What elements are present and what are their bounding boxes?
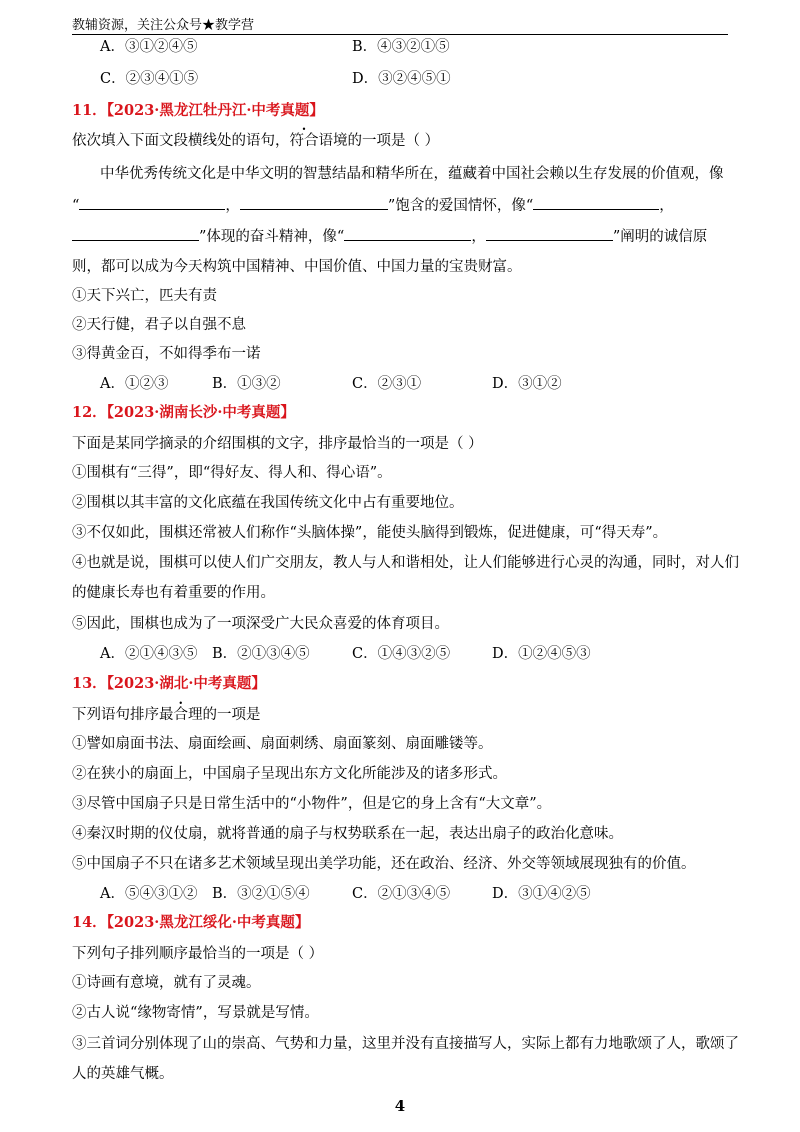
- q11-quote-open: “: [72, 198, 80, 214]
- q11-passage-text: ”体现的奋斗精神，像“: [199, 229, 345, 245]
- q11-passage-text: ”饱含的爱国情怀，像“: [387, 198, 534, 214]
- q13-heading: [72, 674, 266, 694]
- q11-item-3: ③得黄金百，不如得季布一诺: [72, 346, 261, 362]
- q13-option-c: C．②①③④⑤: [352, 886, 451, 902]
- q11-comma: ，: [225, 198, 240, 214]
- q11-blank-6: [486, 226, 613, 241]
- q13-sentence-3: ③尽管中国扇子只是日常生活中的“小物件”，但是它的身上含有“大文章”。: [72, 796, 552, 812]
- q13-sentence-4: ④秦汉时期的仪仗扇，就将普通的扇子与权势联系在一起，表达出扇子的政治化意味。: [72, 826, 623, 842]
- q10-option-d: D．③②④⑤①: [352, 71, 451, 87]
- q11-stem: [72, 131, 439, 151]
- q14-source: 【2023·黑龙江绥化·中考真题】: [106, 914, 310, 931]
- q11-stem-pre: 依次填入下面文段横线处的语句，: [72, 133, 290, 149]
- q13-option-d: D．③①④②⑤: [492, 886, 591, 902]
- q13-stem-post: 的一项是: [202, 707, 261, 723]
- q11-option-d: D．③①②: [492, 376, 562, 392]
- q13-number: 13．: [72, 675, 107, 692]
- q12-number: 12．: [72, 404, 107, 421]
- q11-item-1: ①天下兴亡，匹夫有责: [72, 288, 217, 304]
- q11-item-2: ②天行健，君子以自强不息: [72, 317, 246, 333]
- q11-heading: [72, 101, 324, 121]
- q12-sentence-1: ①围棋有“三得”，即“得好友、得人和、得心语”。: [72, 465, 392, 481]
- q12-sentence-2: ②围棋以其丰富的文化底蕴在我国传统文化中占有重要地位。: [72, 495, 464, 511]
- q12-option-c: C．①④③②⑤: [352, 646, 451, 662]
- q11-passage-line-2: [72, 195, 674, 216]
- q14-sentence-2: ②古人说“缘物寄情”，写景就是写情。: [72, 1005, 319, 1021]
- q13-source: 【2023·湖北·中考真题】: [106, 675, 266, 692]
- q12-heading: [72, 403, 295, 423]
- q12-stem: 下面是某同学摘录的介绍围棋的文字，排序最恰当的一项是（ ）: [72, 436, 483, 452]
- q11-passage-line-4: 则，都可以成为今天构筑中国精神、中国价值、中国力量的宝贵财富。: [72, 259, 522, 275]
- q11-passage-line-3: [72, 226, 707, 247]
- q14-sentence-3-cont: 人的英雄气概。: [72, 1066, 174, 1082]
- q13-stem: [72, 705, 261, 725]
- q13-sentence-5: ⑤中国扇子不只在诸多艺术领域呈现出美学功能，还在政治、经济、外交等领域展现独有的价值。: [72, 856, 696, 872]
- page-number: 4: [394, 1097, 406, 1115]
- q11-option-c: C．②③①: [352, 376, 422, 392]
- q11-blank-1: [79, 195, 225, 210]
- q11-number: 11．: [72, 102, 107, 119]
- q11-blank-5: [344, 226, 471, 241]
- q11-stem-post: 语境的一项是（ ）: [318, 133, 440, 149]
- q14-stem: 下列句子排列顺序最恰当的一项是（ ）: [72, 946, 324, 962]
- q12-sentence-5: ⑤因此，围棋也成为了一项深受广大民众喜爱的体育项目。: [72, 616, 449, 632]
- q10-option-b: B．④③②①⑤: [352, 39, 450, 55]
- q11-comma: ，: [659, 198, 674, 214]
- page-header: 教辅资源，关注公众号★教学营: [72, 18, 255, 33]
- q12-sentence-4-cont: 的健康长寿也有着重要的作用。: [72, 585, 275, 601]
- q11-source: 【2023·黑龙江牡丹江·中考真题】: [106, 102, 324, 119]
- q12-sentence-3: ③不仅如此，围棋还常被人们称作“头脑体操”，能使头脑得到锻炼，促进健康，可“得天寿”。: [72, 525, 668, 541]
- q13-stem-emphasis: 最合理: [159, 707, 203, 723]
- q12-source: 【2023·湖南长沙·中考真题】: [106, 404, 295, 421]
- q10-option-c: C．②③④①⑤: [100, 71, 199, 87]
- q11-blank-4: [72, 226, 199, 241]
- q11-comma: ，: [471, 229, 486, 245]
- q14-sentence-1: ①诗画有意境，就有了灵魂。: [72, 975, 261, 991]
- q11-stem-emphasis: 符合: [289, 133, 319, 149]
- q11-option-b: B．①③②: [212, 376, 281, 392]
- q14-sentence-3: ③三首词分别体现了山的崇高、气势和力量，这里并没有直接描写人，实际上都有力地歌颂了人，歌颂了: [72, 1036, 739, 1052]
- q12-option-b: B．②①③④⑤: [212, 646, 310, 662]
- q10-option-a: A．③①②④⑤: [100, 39, 198, 55]
- q13-sentence-1: ①譬如扇面书法、扇面绘画、扇面刺绣、扇面篆刻、扇面雕镂等。: [72, 736, 493, 752]
- q13-option-b: B．③②①⑤④: [212, 886, 310, 902]
- q12-sentence-4: ④也就是说，围棋可以使人们广交朋友，教人与人和谐相处，让人们能够进行心灵的沟通，同时，对人们: [72, 555, 739, 571]
- q11-passage-line-1: 中华优秀传统文化是中华文明的智慧结晶和精华所在，蕴藏着中国社会赖以生存发展的价值观，像: [100, 166, 724, 182]
- q12-option-a: A．②①④③⑤: [100, 646, 198, 662]
- header-rule: [72, 34, 728, 35]
- q13-sentence-2: ②在狭小的扇面上，中国扇子呈现出东方文化所能涉及的诸多形式。: [72, 766, 507, 782]
- q11-blank-2: [240, 195, 388, 210]
- q14-number: 14．: [72, 914, 107, 931]
- q11-blank-3: [533, 195, 659, 210]
- q13-stem-pre: 下列语句排序: [72, 707, 159, 723]
- q11-passage-text: ”阐明的诚信原: [612, 229, 708, 245]
- q13-option-a: A．⑤④③①②: [100, 886, 198, 902]
- q14-heading: [72, 913, 309, 933]
- q12-option-d: D．①②④⑤③: [492, 646, 591, 662]
- q11-option-a: A．①②③: [100, 376, 169, 392]
